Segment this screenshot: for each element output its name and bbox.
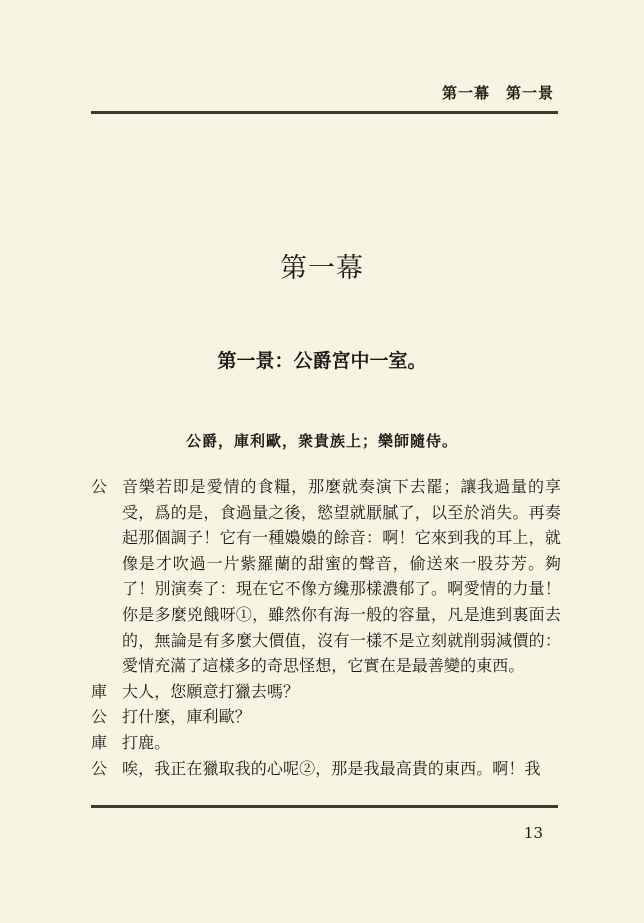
page-number: 13 xyxy=(523,824,543,842)
running-head: 第一幕 第一景 xyxy=(441,84,554,102)
dialogue-line xyxy=(91,730,561,756)
stage-direction: 公爵，庫利歐，衆貴族上；樂師隨侍。 xyxy=(185,432,458,450)
dialogue-line xyxy=(91,474,561,679)
dialogue-text: 打什麼，庫利歐？ xyxy=(122,707,251,727)
dialogue-line xyxy=(91,704,561,730)
speaker-label: 庫 xyxy=(91,681,108,701)
speaker-label: 庫 xyxy=(91,732,108,752)
header-rule xyxy=(91,111,558,114)
dialogue xyxy=(91,474,561,781)
scene-title: 第一景：公爵宮中一室。 xyxy=(217,350,427,372)
dialogue-line xyxy=(91,756,561,782)
dialogue-text: 音樂若即是愛情的食糧，那麼就奏演下去罷；讓我過量的享受，爲的是，食過量之後，慾望就厭膩了，以至於消失。再奏起那個調子！它有一種嬝嬝的餘音：啊！它來到我的耳上，就像是才吹過一片紫羅蘭的甜蜜的聲音，偷送來一股芬芳。夠了！別演奏了：現在它不像方纔那樣濃郁了。啊愛情的力量！你是多麼兇餓呀①，雖然你有海一般的容量，凡是進到裏面去的，無論是有多麼大價值，沒有一樣不是立刻就削弱減價的：愛情充滿了這樣多的奇思怪想，它實在是最善變的東西。 xyxy=(122,477,561,676)
dialogue-line xyxy=(91,679,561,705)
act-title: 第一幕 xyxy=(280,253,364,284)
speaker-label: 公 xyxy=(91,707,108,727)
dialogue-text: 打鹿。 xyxy=(122,732,171,752)
footer-rule xyxy=(91,805,558,808)
speaker-label: 公 xyxy=(91,477,108,496)
speaker-label: 公 xyxy=(91,758,108,778)
dialogue-text: 大人，您願意打獵去嗎？ xyxy=(122,681,300,701)
dialogue-text: 唉，我正在獵取我的心呢②，那是我最高貴的東西。啊！我 xyxy=(122,758,541,778)
